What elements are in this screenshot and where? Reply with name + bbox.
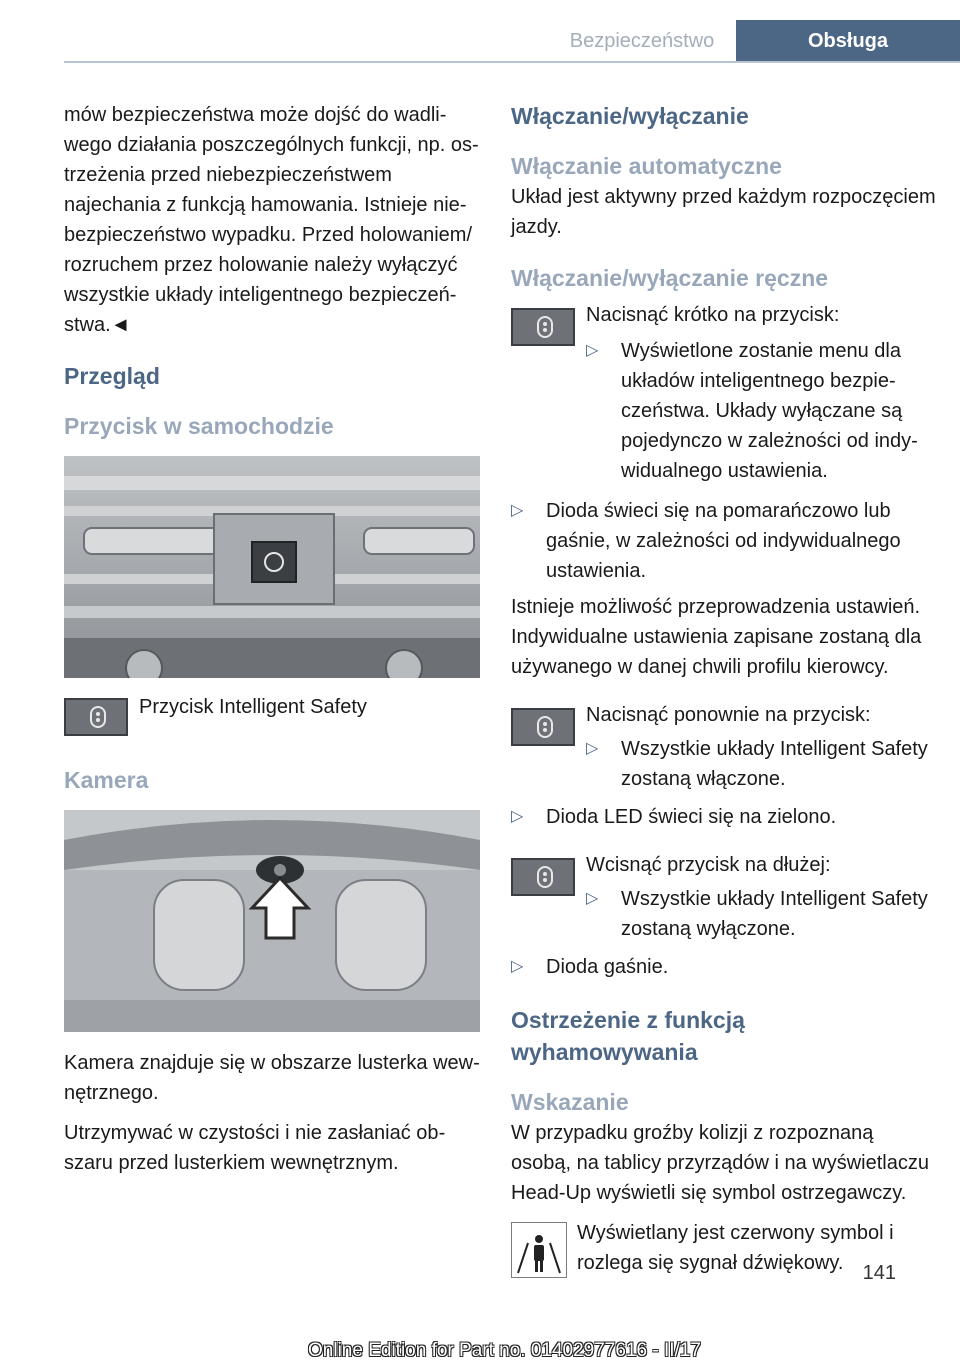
button-caption: Przycisk Intelligent Safety — [139, 696, 367, 718]
triangle-bullet-icon: ▷ — [511, 958, 524, 975]
press-long-text: Wcisnąć przycisk na dłużej: — [586, 854, 831, 876]
list-item: ▷ Wyświetlone zostanie menu dla układów inteligentnego bezpieczeństwa. Układy wyłączane są pojedynczo w zależności od indywidualnego ustawienia. — [586, 336, 936, 486]
heading-manual-on-off: Włączanie/wyłączanie ręczne — [511, 265, 829, 291]
list-item: ▷ Dioda gaśnie. — [511, 952, 936, 982]
button-legend-row — [64, 698, 484, 736]
camera-photo — [64, 810, 480, 1032]
intelligent-safety-button-icon — [511, 708, 575, 746]
list-item: ▷ Wszystkie układy Intelligent Safety zostaną wyłączone. — [586, 884, 936, 944]
press-long-row — [511, 850, 936, 944]
list-item: ▷ Wszystkie układy Intelligent Safety zostaną włączone. — [586, 734, 936, 794]
intelligent-safety-button-icon — [511, 858, 575, 896]
triangle-bullet-icon: ▷ — [586, 890, 599, 907]
intelligent-safety-button-icon — [511, 308, 575, 346]
heading-overview: Przegląd — [64, 363, 160, 389]
triangle-bullet-icon: ▷ — [511, 502, 524, 519]
intro-paragraph: mów bezpieczeństwa może dojść do wadliwego działania poszczególnych funkcji, np. ostrzeżenia przed niebezpieczeństwem najechania z funkcją hamowania. Istnieje niebezpieczeństwo wypadku. Przed holowaniem/ rozruchem przez holowanie należy wyłączyć wszystkie układy inteligentnego bezpieczeństwa.◄ — [64, 104, 479, 336]
header-section-tab: Bezpieczeństwo — [548, 20, 736, 62]
camera-clean-text: Utrzymywać w czystości i nie zasłaniać obszaru przed lusterkiem wewnętrznym. — [64, 1122, 446, 1174]
triangle-bullet-icon: ▷ — [511, 808, 524, 825]
pedestrian-warning-icon — [511, 1222, 567, 1278]
header-divider — [64, 61, 960, 63]
page-number: 141 — [862, 1262, 896, 1284]
heading-on-off: Włączanie/wyłączanie — [511, 103, 749, 129]
heading-camera: Kamera — [64, 767, 149, 793]
header-chapter-tab: Obsługa — [736, 20, 960, 62]
intelligent-safety-button-icon — [64, 698, 128, 736]
heading-indication: Wskazanie — [511, 1089, 629, 1115]
edition-footer: Online Edition for Part no. 01402977616 - II/17 — [308, 1340, 701, 1361]
camera-location-text: Kamera znajduje się w obszarze lusterka wewnętrznego. — [64, 1052, 480, 1104]
heading-button-in-car: Przycisk w samochodzie — [64, 413, 334, 439]
heading-auto-on: Włączanie automatyczne — [511, 153, 782, 179]
press-short-text: Nacisnąć krótko na przycisk: — [586, 304, 840, 326]
triangle-bullet-icon: ▷ — [586, 342, 599, 359]
indication-text: W przypadku groźby kolizji z rozpoznaną osobą, na tablicy przyrządów i na wyświetlaczu Head-Up wyświetli się symbol ostrzegawczy. — [511, 1122, 929, 1204]
press-short-row — [511, 300, 936, 486]
symbol-caption: Wyświetlany jest czerwony symbol i rozlega się sygnał dźwiękowy. — [577, 1222, 894, 1274]
settings-text: Istnieje możliwość przeprowadzenia ustawień. Indywidualne ustawienia zapisane zostaną dla używanego w danej chwili profilu kierowcy. — [511, 596, 922, 678]
heading-warning-braking: Ostrzeżenie z funkcją wyhamowywania — [511, 1007, 745, 1065]
list-item: ▷ Dioda świeci się na pomarańczowo lub gaśnie, w zależności od indywidualnego ustawienia. — [511, 496, 936, 586]
triangle-bullet-icon: ▷ — [586, 740, 599, 757]
press-again-row — [511, 700, 936, 794]
press-again-text: Nacisnąć ponownie na przycisk: — [586, 704, 871, 726]
list-item: ▷ Dioda LED świeci się na zielono. — [511, 802, 936, 832]
left-column — [64, 100, 484, 1178]
right-column — [511, 100, 936, 1278]
dashboard-button-photo — [64, 456, 480, 678]
auto-on-text: Układ jest aktywny przed każdym rozpoczęciem jazdy. — [511, 186, 936, 238]
